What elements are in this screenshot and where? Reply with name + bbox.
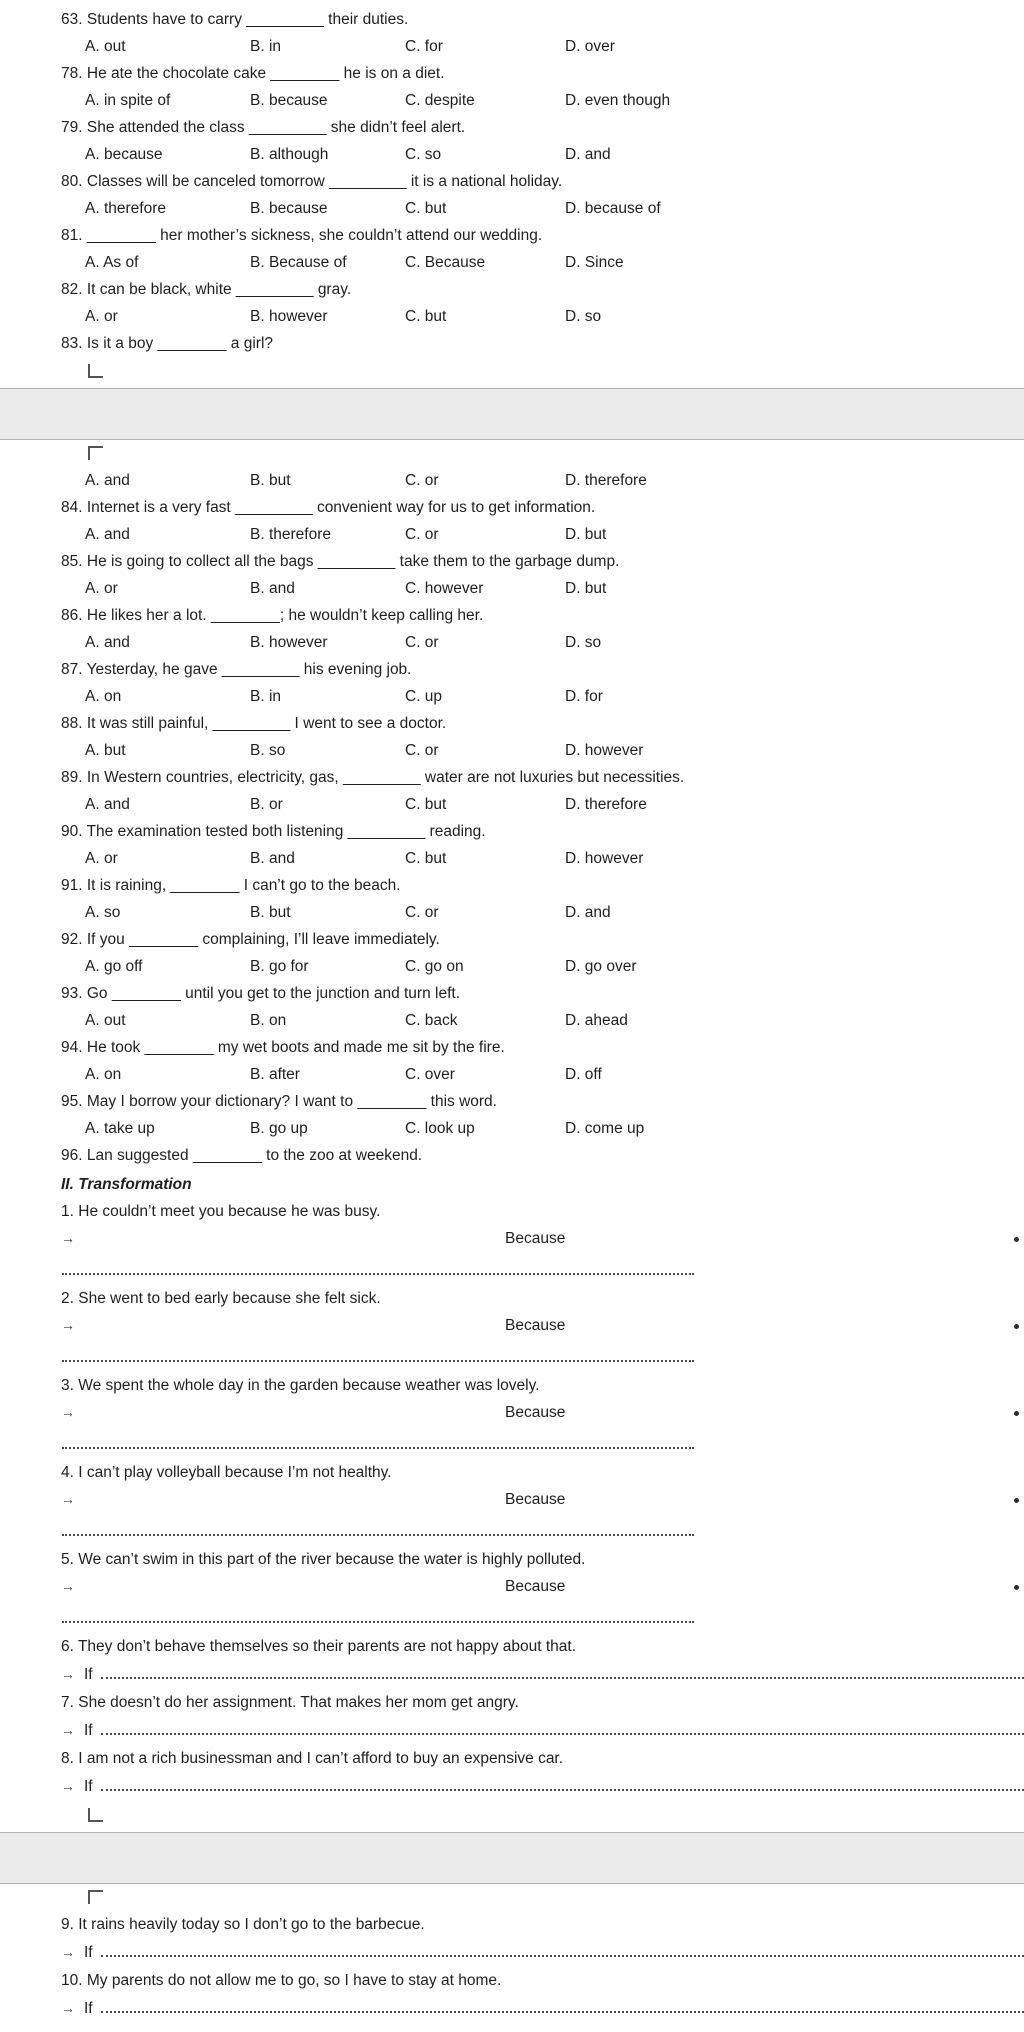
option-b: B. in	[250, 38, 282, 55]
option-a: A. and	[85, 634, 130, 651]
option-a: A. and	[85, 526, 130, 543]
transform-answer-line	[61, 1225, 1024, 1252]
item-number: 1.	[61, 1203, 74, 1220]
item-number: 94.	[61, 1039, 83, 1056]
question-text: Internet is a very fast _________ convenient way for us to get information.	[86, 499, 596, 516]
item-number: 8.	[61, 1750, 74, 1767]
sentence-text: She went to bed early because she felt sick.	[78, 1290, 381, 1307]
option-c: C. up	[405, 688, 443, 705]
option-d: D. and	[565, 904, 611, 921]
question-text: The examination tested both listening _________ reading.	[86, 823, 486, 840]
options-row	[61, 195, 1024, 222]
answer-starter-word: Because	[505, 1230, 566, 1247]
option-b: B. go up	[250, 1120, 308, 1137]
option-c: C. back	[405, 1012, 458, 1029]
option-a: A. go off	[85, 958, 143, 975]
options-row	[61, 1007, 1024, 1034]
arrow-icon: →	[61, 1230, 75, 1246]
item-number: 88.	[61, 715, 83, 732]
option-b: B. or	[250, 796, 283, 813]
question-text: In Western countries, electricity, gas, _________ water are not luxuries but necessities.	[86, 769, 685, 786]
answer-dotted-line	[62, 1600, 694, 1623]
option-c: C. but	[405, 796, 447, 813]
option-a: A. and	[85, 472, 130, 489]
option-c: C. look up	[405, 1120, 475, 1137]
option-c: C. despite	[405, 92, 475, 109]
option-c: C. over	[405, 1066, 455, 1083]
arrow-icon: →	[61, 1944, 75, 1960]
arrow-icon: →	[61, 1491, 75, 1507]
option-d: D. come up	[565, 1120, 645, 1137]
transform-sentence-line	[61, 1198, 1024, 1225]
transform-answer-line	[61, 1994, 1024, 2023]
option-c: C. but	[405, 308, 447, 325]
page-edge-dot	[1014, 1585, 1019, 1590]
options-row	[61, 467, 1024, 494]
question-text: Lan suggested ________ to the zoo at weekend.	[86, 1147, 423, 1164]
option-a: A. so	[85, 904, 121, 921]
options-row	[61, 953, 1024, 980]
transform-sentence-line	[61, 1745, 1024, 1772]
question-line	[61, 764, 1024, 791]
option-a: A. and	[85, 796, 130, 813]
answer-dotted-line	[62, 1252, 694, 1275]
transform-answer-line	[61, 1312, 1024, 1339]
item-number: 10.	[61, 1972, 83, 1989]
transform-answer-line	[61, 1486, 1024, 1513]
text-boundary-corner-mark	[88, 446, 103, 460]
answer-starter-word: Because	[505, 1317, 566, 1334]
question-line	[61, 60, 1024, 87]
options-row	[61, 683, 1024, 710]
option-a: A. As of	[85, 254, 139, 271]
option-b: B. however	[250, 308, 328, 325]
answer-starter-word: Because	[505, 1491, 566, 1508]
option-d: D. therefore	[565, 472, 647, 489]
option-c: C. but	[405, 200, 447, 217]
answer-dotted-line	[101, 2009, 1024, 2013]
answer-dotted-line	[101, 1787, 1024, 1791]
option-c: C. go on	[405, 958, 464, 975]
option-a: A. therefore	[85, 200, 166, 217]
options-row	[61, 575, 1024, 602]
sentence-text: He couldn’t meet you because he was busy.	[78, 1203, 381, 1220]
option-d: D. because of	[565, 200, 661, 217]
question-line	[61, 656, 1024, 683]
question-line	[61, 818, 1024, 845]
option-d: D. therefore	[565, 796, 647, 813]
option-b: B. Because of	[250, 254, 347, 271]
option-b: B. because	[250, 92, 328, 109]
item-number: 85.	[61, 553, 83, 570]
document-page	[0, 1884, 1024, 2031]
transform-answer-line	[61, 1660, 1024, 1689]
option-a: A. out	[85, 38, 126, 55]
arrow-icon: →	[61, 2000, 75, 2016]
item-number: 91.	[61, 877, 83, 894]
question-text: Classes will be canceled tomorrow _________ it is a national holiday.	[86, 173, 563, 190]
arrow-icon: →	[61, 1404, 75, 1420]
item-number: 78.	[61, 65, 83, 82]
transform-sentence-line	[61, 1372, 1024, 1399]
sentence-text: They don’t behave themselves so their parents are not happy about that.	[77, 1638, 577, 1655]
item-number: 79.	[61, 119, 83, 136]
transform-answer-line	[61, 1716, 1024, 1745]
question-text: It was still painful, _________ I went to see a doctor.	[86, 715, 447, 732]
option-c: C. however	[405, 580, 484, 597]
question-text: She attended the class _________ she didn’t feel alert.	[86, 119, 466, 136]
transform-sentence-line	[61, 1911, 1024, 1938]
option-d: D. over	[565, 38, 615, 55]
option-a: A. on	[85, 688, 122, 705]
options-row	[61, 141, 1024, 168]
option-b: B. so	[250, 742, 286, 759]
sentence-text: We spent the whole day in the garden because weather was lovely.	[78, 1377, 540, 1394]
question-text: May I borrow your dictionary? I want to ________ this word.	[86, 1093, 497, 1110]
option-b: B. in	[250, 688, 282, 705]
item-number: 87.	[61, 661, 83, 678]
option-d: D. Since	[565, 254, 624, 271]
question-line	[61, 602, 1024, 629]
option-d: D. so	[565, 308, 602, 325]
option-c: C. for	[405, 38, 443, 55]
page-break-gap	[0, 388, 1024, 440]
item-number: 82.	[61, 281, 83, 298]
transform-sentence-line	[61, 1967, 1024, 1994]
document-page	[0, 0, 1024, 388]
option-a: A. out	[85, 1012, 126, 1029]
question-text: If you ________ complaining, I’ll leave immediately.	[86, 931, 440, 948]
answer-starter-word: If	[84, 1944, 93, 1961]
page-edge-dot	[1014, 1411, 1019, 1416]
options-row	[61, 303, 1024, 330]
question-line	[61, 710, 1024, 737]
option-d: D. ahead	[565, 1012, 628, 1029]
option-c: C. Because	[405, 254, 486, 271]
item-number: 84.	[61, 499, 83, 516]
options-row	[61, 1115, 1024, 1142]
item-number: 93.	[61, 985, 83, 1002]
arrow-icon: →	[61, 1722, 75, 1738]
item-number: 7.	[61, 1694, 74, 1711]
options-row	[61, 791, 1024, 818]
question-text: Students have to carry _________ their duties.	[86, 11, 409, 28]
item-number: 89.	[61, 769, 83, 786]
options-row	[61, 899, 1024, 926]
question-text: It is raining, ________ I can’t go to the beach.	[86, 877, 401, 894]
item-number: 95.	[61, 1093, 83, 1110]
option-c: C. so	[405, 146, 442, 163]
option-a: A. on	[85, 1066, 122, 1083]
option-a: A. take up	[85, 1120, 155, 1137]
option-d: D. and	[565, 146, 611, 163]
option-d: D. go over	[565, 958, 637, 975]
options-row	[61, 521, 1024, 548]
item-number: 83.	[61, 335, 83, 352]
answer-starter-word: If	[84, 1778, 93, 1795]
answer-starter-word: If	[84, 1722, 93, 1739]
question-text: He took ________ my wet boots and made me sit by the fire.	[86, 1039, 505, 1056]
option-d: D. but	[565, 580, 607, 597]
question-line	[61, 1034, 1024, 1061]
question-line	[61, 494, 1024, 521]
question-line	[61, 330, 1024, 357]
answer-starter-word: If	[84, 2000, 93, 2017]
option-d: D. however	[565, 742, 644, 759]
option-a: A. because	[85, 146, 163, 163]
options-row	[61, 249, 1024, 276]
question-line	[61, 6, 1024, 33]
arrow-icon: →	[61, 1578, 75, 1594]
option-a: A. or	[85, 308, 118, 325]
options-row	[61, 33, 1024, 60]
text-boundary-corner-mark	[88, 364, 103, 378]
sentence-text: My parents do not allow me to go, so I have to stay at home.	[86, 1972, 502, 1989]
option-d: D. so	[565, 634, 602, 651]
item-number: 3.	[61, 1377, 74, 1394]
text-boundary-corner-mark	[88, 1808, 103, 1822]
question-text: Is it a boy ________ a girl?	[86, 335, 274, 352]
question-line	[61, 548, 1024, 575]
question-line	[61, 222, 1024, 249]
answer-dotted-line	[62, 1513, 694, 1536]
option-b: B. and	[250, 580, 295, 597]
options-row	[61, 87, 1024, 114]
item-number: 9.	[61, 1916, 74, 1933]
item-number: 92.	[61, 931, 83, 948]
arrow-icon: →	[61, 1778, 75, 1794]
item-number: 90.	[61, 823, 83, 840]
item-number: 5.	[61, 1551, 74, 1568]
item-number: 2.	[61, 1290, 74, 1307]
transform-answer-line	[61, 1399, 1024, 1426]
question-text: Go ________ until you get to the junction and turn left.	[86, 985, 461, 1002]
answer-starter-word: Because	[505, 1404, 566, 1421]
question-line	[61, 168, 1024, 195]
option-d: D. off	[565, 1066, 602, 1083]
option-c: C. or	[405, 904, 439, 921]
option-d: D. but	[565, 526, 607, 543]
page-edge-dot	[1014, 1498, 1019, 1503]
options-row	[61, 737, 1024, 764]
option-a: A. or	[85, 580, 118, 597]
arrow-icon: →	[61, 1317, 75, 1333]
arrow-icon: →	[61, 1666, 75, 1682]
sentence-text: It rains heavily today so I don’t go to the barbecue.	[78, 1916, 425, 1933]
options-row	[61, 845, 1024, 872]
option-b: B. therefore	[250, 526, 331, 543]
question-text: He is going to collect all the bags _________ take them to the garbage dump.	[86, 553, 620, 570]
question-line	[61, 114, 1024, 141]
transform-answer-line	[61, 1573, 1024, 1600]
question-line	[61, 926, 1024, 953]
option-c: C. or	[405, 634, 439, 651]
transform-answer-line	[61, 1772, 1024, 1801]
question-text: ________ her mother’s sickness, she couldn’t attend our wedding.	[86, 227, 543, 244]
option-c: C. or	[405, 472, 439, 489]
option-c: C. or	[405, 526, 439, 543]
option-a: A. or	[85, 850, 118, 867]
question-text: He likes her a lot. ________; he wouldn’t keep calling her.	[86, 607, 484, 624]
page-edge-dot	[1014, 1237, 1019, 1242]
item-number: 63.	[61, 11, 83, 28]
answer-starter-word: Because	[505, 1578, 566, 1595]
option-b: B. and	[250, 850, 295, 867]
option-b: B. because	[250, 200, 328, 217]
item-number: 86.	[61, 607, 83, 624]
section-heading: II. Transformation	[61, 1176, 192, 1193]
transform-sentence-line	[61, 1285, 1024, 1312]
answer-dotted-line	[62, 1339, 694, 1362]
option-c: C. or	[405, 742, 439, 759]
item-number: 81.	[61, 227, 83, 244]
question-text: It can be black, white _________ gray.	[86, 281, 352, 298]
question-line	[61, 1142, 1024, 1169]
option-d: D. for	[565, 688, 603, 705]
transform-sentence-line	[61, 1689, 1024, 1716]
option-d: D. even though	[565, 92, 671, 109]
sentence-text: I am not a rich businessman and I can’t afford to buy an expensive car.	[78, 1750, 564, 1767]
options-row	[61, 629, 1024, 656]
page-break-gap	[0, 1832, 1024, 1884]
question-line	[61, 1088, 1024, 1115]
document-page	[0, 440, 1024, 1832]
option-b: B. after	[250, 1066, 300, 1083]
answer-dotted-line	[101, 1731, 1024, 1735]
option-c: C. but	[405, 850, 447, 867]
answer-starter-word: If	[84, 1666, 93, 1683]
sentence-text: I can’t play volleyball because I’m not healthy.	[78, 1464, 392, 1481]
sentence-text: We can’t swim in this part of the river because the water is highly polluted.	[78, 1551, 586, 1568]
option-b: B. but	[250, 904, 291, 921]
page-edge-dot	[1014, 1324, 1019, 1329]
question-text: He ate the chocolate cake ________ he is on a diet.	[86, 65, 445, 82]
question-line	[61, 980, 1024, 1007]
options-row	[61, 1061, 1024, 1088]
option-b: B. on	[250, 1012, 287, 1029]
option-a: A. in spite of	[85, 92, 171, 109]
question-text: Yesterday, he gave _________ his evening job.	[86, 661, 412, 678]
option-b: B. but	[250, 472, 291, 489]
text-boundary-corner-mark	[88, 1890, 103, 1904]
answer-dotted-line	[62, 1426, 694, 1449]
transform-sentence-line	[61, 1546, 1024, 1573]
option-b: B. however	[250, 634, 328, 651]
item-number: 80.	[61, 173, 83, 190]
item-number: 4.	[61, 1464, 74, 1481]
sentence-text: She doesn’t do her assignment. That makes her mom get angry.	[78, 1694, 519, 1711]
option-b: B. go for	[250, 958, 309, 975]
option-d: D. however	[565, 850, 644, 867]
item-number: 96.	[61, 1147, 83, 1164]
option-a: A. but	[85, 742, 126, 759]
transform-answer-line	[61, 1938, 1024, 1967]
question-line	[61, 276, 1024, 303]
transform-sentence-line	[61, 1633, 1024, 1660]
transform-sentence-line	[61, 1459, 1024, 1486]
option-b: B. although	[250, 146, 329, 163]
item-number: 6.	[61, 1638, 74, 1655]
answer-dotted-line	[101, 1953, 1024, 1957]
question-line	[61, 872, 1024, 899]
answer-dotted-line	[101, 1675, 1024, 1679]
